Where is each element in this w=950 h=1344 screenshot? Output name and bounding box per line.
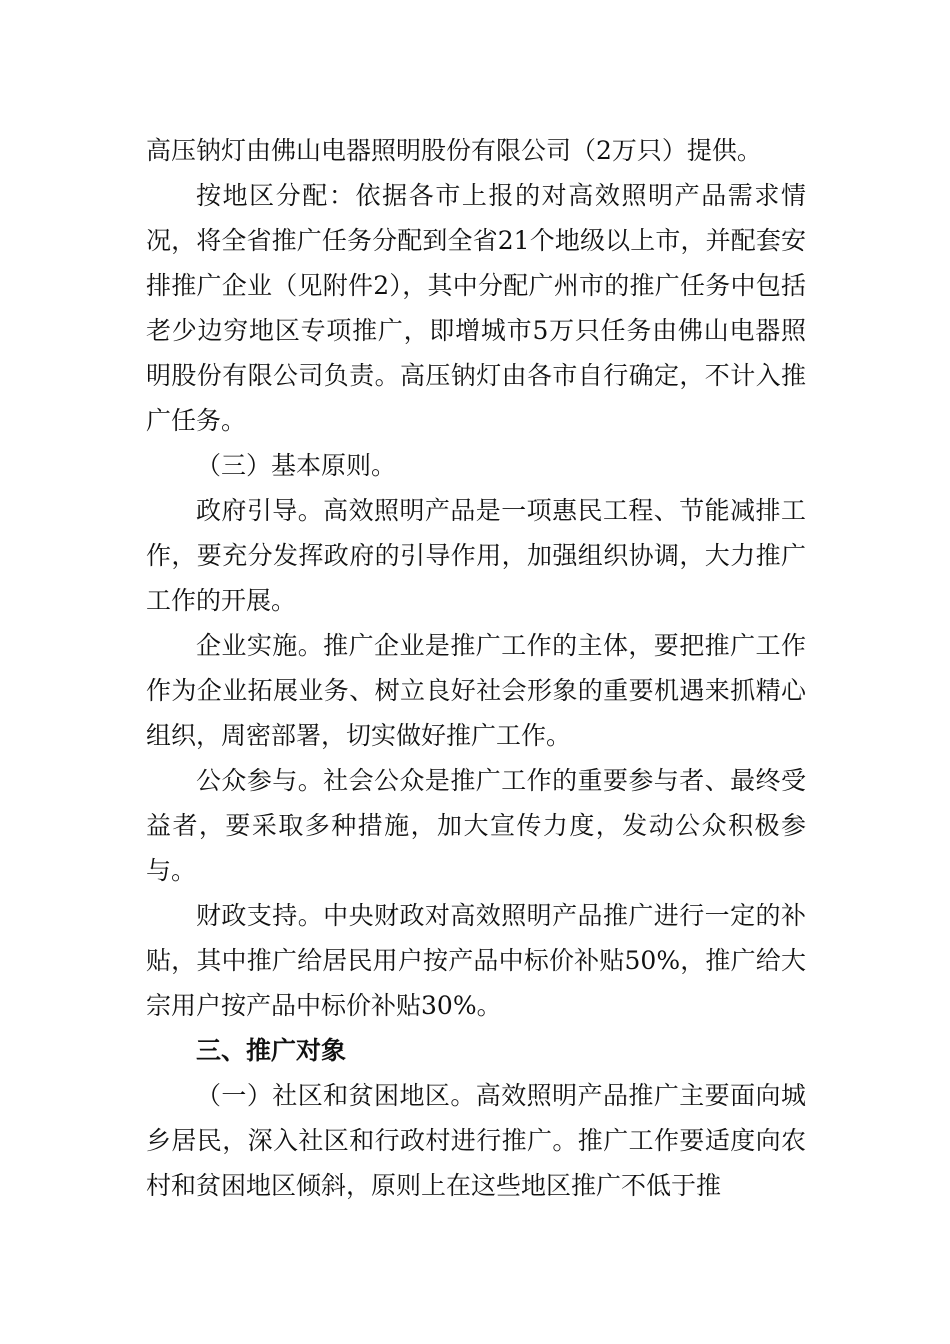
paragraph-financial-support [146, 893, 806, 1028]
paragraph-government-guidance [146, 488, 806, 623]
subheading-text: （三）基本原则。 [196, 451, 397, 480]
paragraph-public-participation [146, 758, 806, 893]
paragraph-lead: 公众参与。 [196, 766, 324, 795]
paragraph-text: 高压钠灯由佛山电器照明股份有限公司（2万只）提供。 [146, 136, 762, 165]
paragraph-regional-allocation [146, 173, 806, 443]
paragraph-supplier [146, 128, 806, 173]
paragraph-text: 社会公众是推广工作的重要参与者、最终受益者，要采取多种措施，加大宣传力度，发动公众积极参与。 [146, 766, 806, 885]
paragraph-lead: 财政支持。 [196, 901, 324, 930]
paragraph-lead: 按地区分配： [196, 181, 356, 210]
paragraph-lead: 企业实施。 [196, 631, 324, 660]
paragraph-text: 推广企业是推广工作的主体，要把推广工作作为企业拓展业务、树立良好社会形象的重要机遇来抓精心组织，周密部署，切实做好推广工作。 [146, 631, 806, 750]
paragraph-communities-poor-areas [146, 1073, 806, 1208]
document-body [146, 128, 806, 1208]
section-heading-promotion-targets [146, 1028, 806, 1073]
paragraph-lead: 政府引导。 [196, 496, 324, 525]
paragraph-text: 依据各市上报的对高效照明产品需求情况，将全省推广任务分配到全省21个地级以上市，并配套安排推广企业（见附件2），其中分配广州市的推广任务中包括老少边穷地区专项推广，即增城市5万只任务由佛山电器照明股份有限公司负责。高压钠灯由各市自行确定，不计入推广任务。 [146, 181, 806, 435]
paragraph-text: 高效照明产品是一项惠民工程、节能减排工作，要充分发挥政府的引导作用，加强组织协调，大力推广工作的开展。 [146, 496, 806, 615]
paragraph-enterprise-implementation [146, 623, 806, 758]
paragraph-lead: （一）社区和贫困地区。 [196, 1081, 476, 1110]
paragraph-text: 中央财政对高效照明产品推广进行一定的补贴，其中推广给居民用户按产品中标价补贴50%，推广给大宗用户按产品中标价补贴30%。 [146, 901, 806, 1020]
paragraph-text: 高效照明产品推广主要面向城乡居民，深入社区和行政村进行推广。推广工作要适度向农村和贫困地区倾斜，原则上在这些地区推广不低于推 [146, 1081, 806, 1200]
heading-text: 三、推广对象 [196, 1036, 347, 1065]
section-subheading-basic-principles [146, 443, 806, 488]
